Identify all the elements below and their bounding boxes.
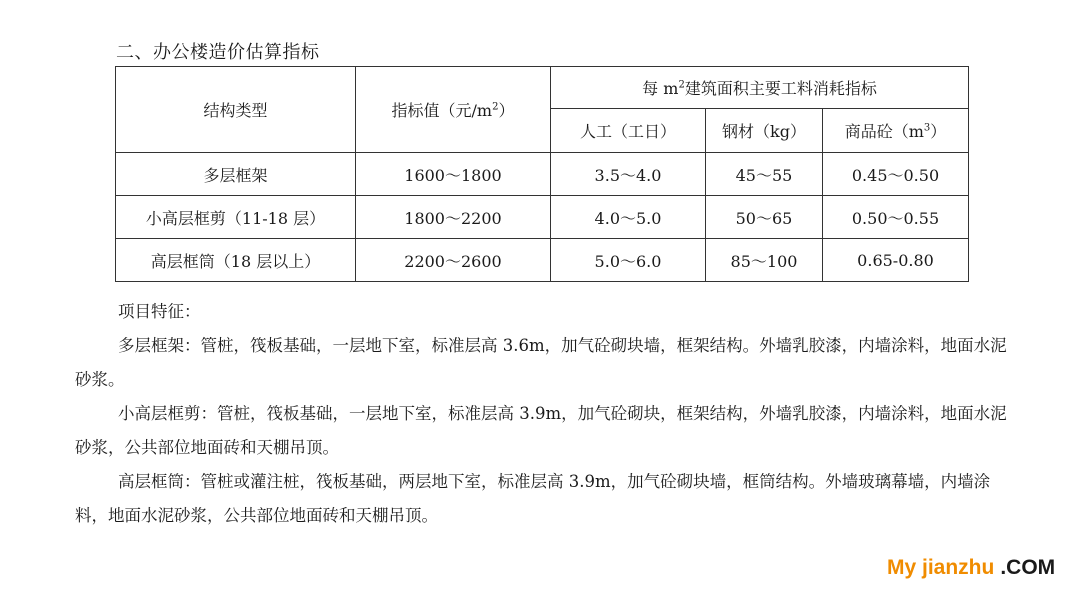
cell-labor: 3.5～4.0 — [551, 153, 706, 196]
table-row — [116, 153, 969, 196]
cell-steel: 85～100 — [706, 239, 823, 282]
header-structure-type: 结构类型 — [116, 67, 356, 153]
cell-index-value: 2200～2600 — [356, 239, 551, 282]
watermark-tld: .COM — [1000, 556, 1056, 579]
table-row — [116, 196, 969, 239]
cell-structure-type: 高层框筒（18 层以上） — [116, 239, 356, 282]
header-consumption-group: 每 $m^2$建筑面积主要工料消耗指标 — [551, 67, 969, 109]
header-labor: 人工（工日） — [551, 109, 706, 153]
cell-concrete: 0.65-0.80 — [823, 239, 969, 282]
header-concrete: 商品砼$(m^3)$ — [823, 109, 969, 153]
header-steel: 钢材（kg） — [706, 109, 823, 153]
feature-paragraph: 高层框筒：管桩或灌注桩，筏板基础，两层地下室，标准层高 3.9m，加气砼砌块墙，框筒结构。外墙玻璃幕墙，内墙涂料，地面水泥砂浆，公共部位地面砖和天棚吊顶。 — [75, 472, 991, 525]
cell-steel: 45～55 — [706, 153, 823, 196]
watermark-brand: My jianzhu — [887, 556, 995, 579]
cell-labor: 4.0～5.0 — [551, 196, 706, 239]
site-watermark — [887, 556, 1055, 580]
features-heading: 项目特征： — [118, 302, 201, 321]
cell-concrete: 0.45～0.50 — [823, 153, 969, 196]
section-title: 二、办公楼造价估算指标 — [116, 42, 320, 63]
cell-structure-type: 小高层框剪（11-18 层） — [116, 196, 356, 239]
cell-index-value: 1800～2200 — [356, 196, 551, 239]
feature-paragraph: 多层框架：管桩，筏板基础，一层地下室，标准层高 3.6m，加气砼砌块墙，框架结构。外墙乳胶漆，内墙涂料，地面水泥砂浆。 — [75, 336, 1007, 389]
feature-paragraph: 小高层框剪：管桩，筏板基础，一层地下室，标准层高 3.9m，加气砼砌块，框架结构，外墙乳胶漆，内墙涂料，地面水泥砂浆，公共部位地面砖和天棚吊顶。 — [75, 404, 1007, 457]
cell-labor: 5.0～6.0 — [551, 239, 706, 282]
project-features — [75, 295, 1010, 533]
cost-index-table — [115, 66, 969, 282]
cell-structure-type: 多层框架 — [116, 153, 356, 196]
header-index-value: 指标值（元$/m^2$） — [356, 67, 551, 153]
cell-steel: 50～65 — [706, 196, 823, 239]
cell-concrete: 0.50～0.55 — [823, 196, 969, 239]
cell-index-value: 1600～1800 — [356, 153, 551, 196]
table-row — [116, 239, 969, 282]
